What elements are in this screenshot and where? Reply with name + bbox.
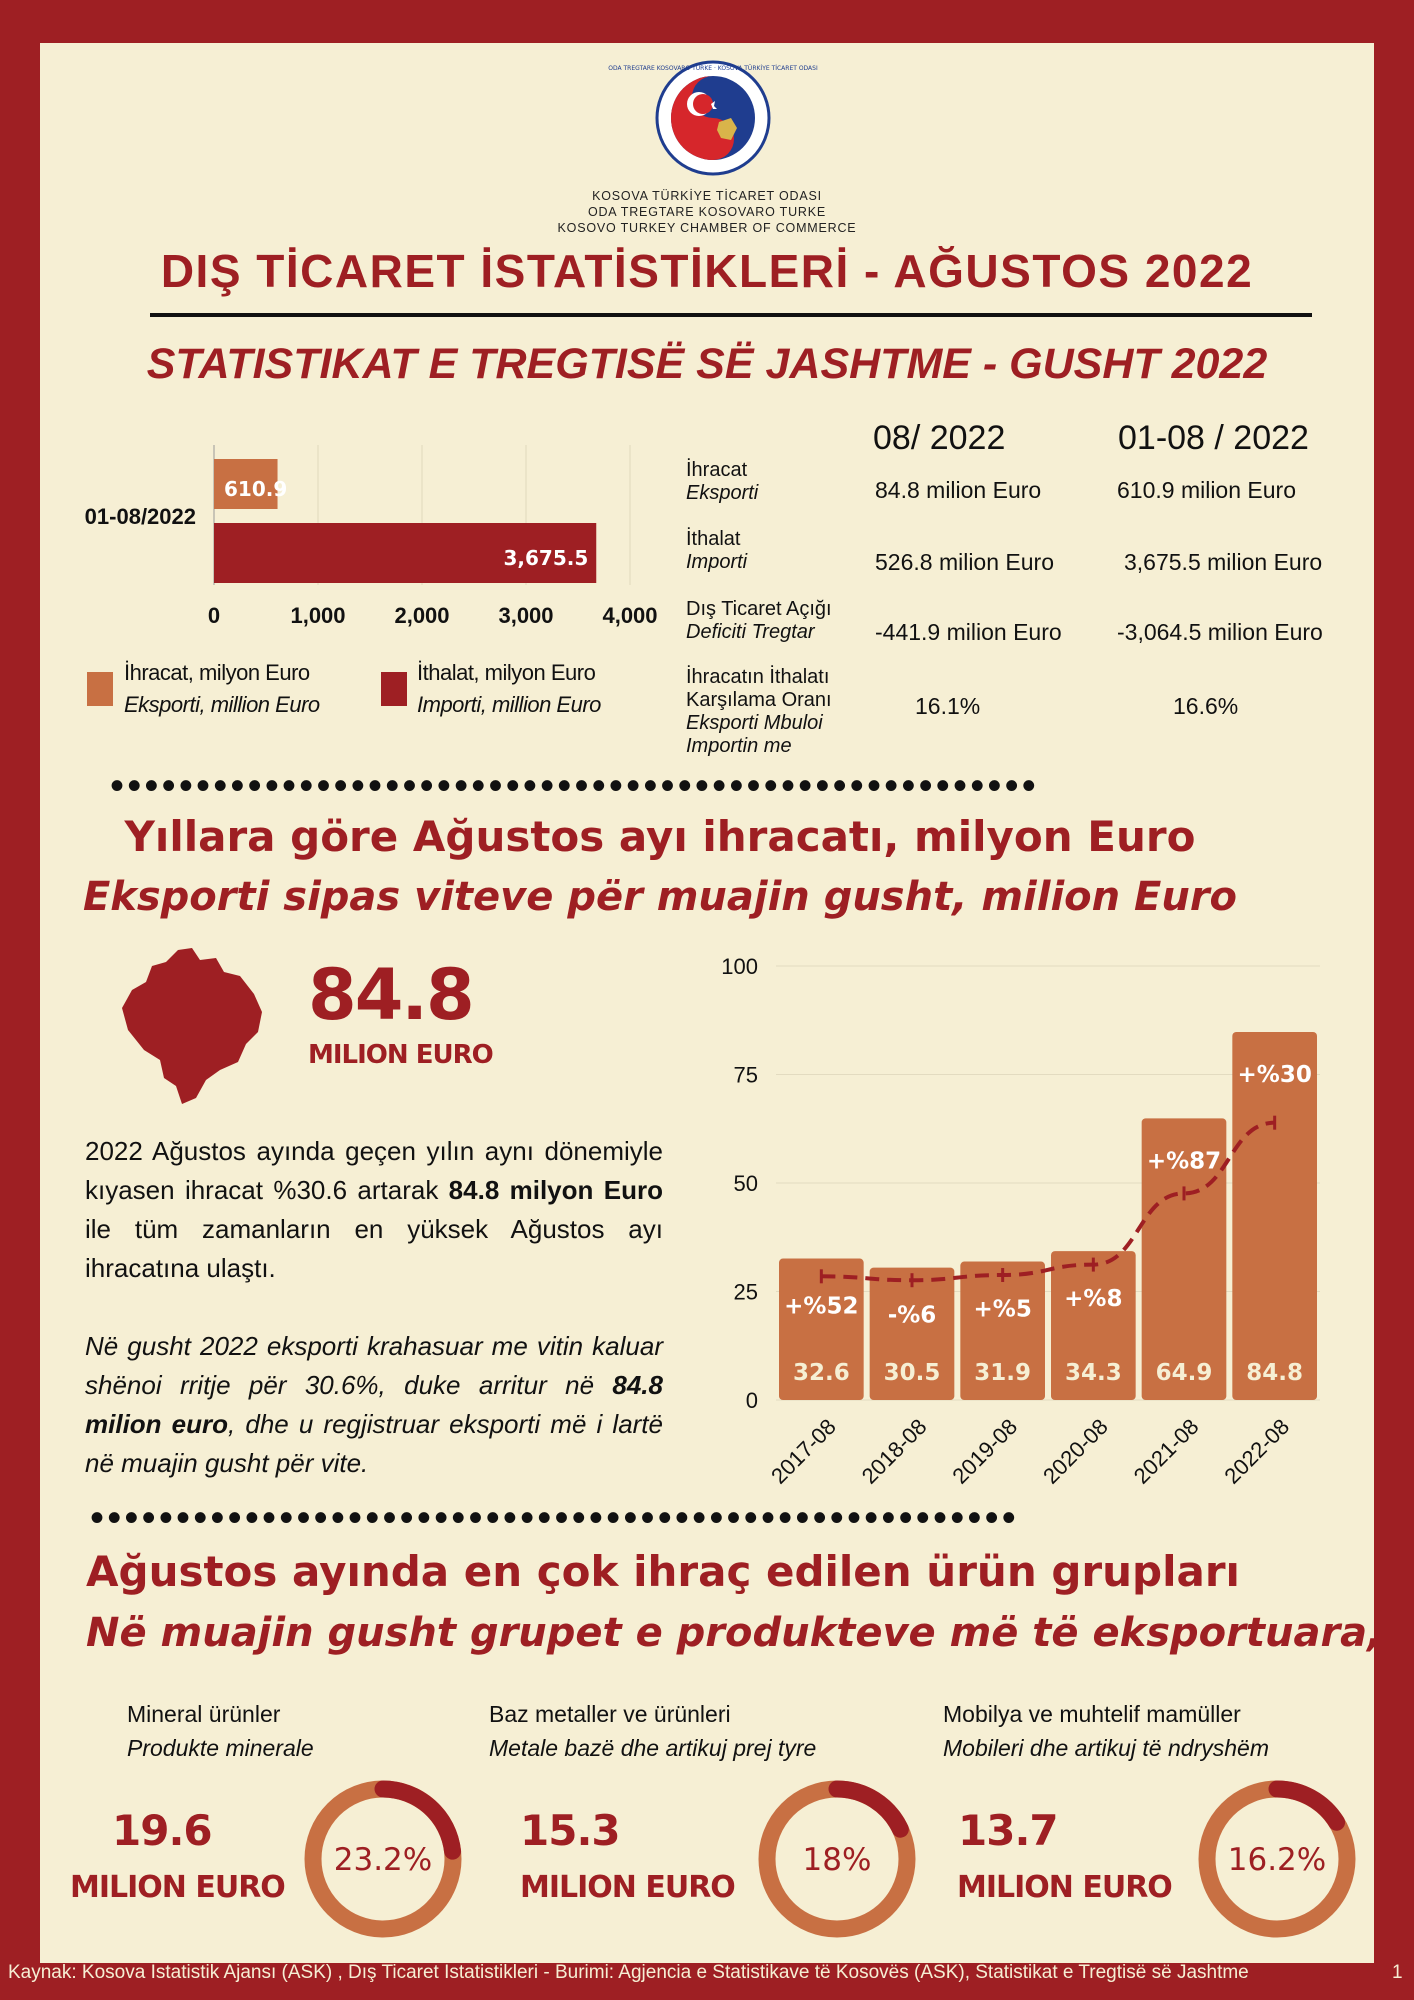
paragraph-tr [85,1132,663,1288]
footer-page-number: 1 [1392,1962,1403,1983]
product-name-sq: Mobileri dhe artikuj të ndryshëm [943,1735,1269,1761]
yearly-value-label: 30.5 [883,1360,941,1386]
yearly-change-label: +%87 [1146,1148,1222,1175]
legend-imports [417,657,601,721]
paragraph-sq-b: 84.8 milion euro [85,1370,663,1439]
yearly-x-tick: 2018-08 [856,1413,932,1489]
paragraph-sq-c: , dhe u regjistruar eksporti më i lartë në muajin gusht për vite. [85,1409,663,1478]
stats-exports-ytd: 610.9 milion Euro [1117,477,1296,503]
paragraph-tr-a: 2022 Ağustos ayında geçen yılın aynı dönemiyle kıyasen ihracat %30.6 artarak [85,1136,663,1205]
stats-col1-header: 08/ 2022 [873,419,1006,457]
product-share-donut [303,1779,463,1939]
product-label [943,1697,1269,1765]
yearly-change-label: +%5 [973,1296,1032,1323]
footer-source: Kaynak: Kosova İstatistik Ajansı (ASK) , Dış Ticaret İstatistikleri - Burimi: Agjencia e Statistikave të Kosovës (ASK), Statistikat e Tregtisë së Jashtme [8,1962,1249,1983]
yearly-value-label: 84.8 [1246,1360,1304,1386]
paragraph-tr-c: ile tüm zamanların en yüksek Ağustos ayı ihracatına ulaştı. [85,1214,663,1283]
stats-coverage-month: 16.1% [915,693,981,719]
legend-swatch-imports [381,672,407,706]
export-big-value: 84.8 [308,954,473,1036]
dotted-divider-1: •••••••••••••••••••••••••••••••••••••••••••••••••••••• [110,764,1040,808]
yearly-value-label: 64.9 [1155,1360,1213,1386]
stats-imports-ytd: 3,675.5 milion Euro [1124,549,1323,575]
summary-x-tick: 4,000 [602,603,658,628]
bar-imports-label: 3,675.5 [503,546,589,570]
product-name-sq: Metale bazë dhe artikuj prej tyre [489,1735,817,1761]
kosovo-map-icon [120,946,270,1106]
yearly-change-label: +%52 [784,1293,859,1320]
legend-swatch-exports [87,672,113,706]
product-name-tr: Mineral ürünler [127,1701,281,1727]
yearly-x-tick: 2022-08 [1219,1413,1295,1489]
summary-x-tick: 0 [207,603,221,628]
donut-share-label: 23.2% [333,1842,433,1878]
summary-x-tick: 2,000 [394,603,450,628]
product-label [127,1697,314,1765]
yearly-change-label: +%8 [1064,1286,1123,1313]
stats-label-sq: Eksporti [686,482,759,504]
summary-bar-chart [50,445,680,645]
stats-row-imports-label [686,528,747,574]
stats-label-sq: Deficiti Tregtar [686,621,815,643]
product-label [489,1697,816,1765]
yearly-y-tick: 50 [733,1171,758,1196]
org-names [407,188,1007,236]
section3-title-sq: Në muajin gusht grupet e produkteve më të eksportuara, [86,1610,1383,1656]
yearly-value-label: 32.6 [792,1360,850,1386]
product-share-donut [1197,1779,1357,1939]
product-value: 19.6 [112,1806,212,1855]
yearly-y-tick: 0 [745,1388,758,1413]
stats-row-deficit-label [686,598,832,644]
yearly-y-tick: 25 [733,1279,758,1305]
yearly-export-chart [700,940,1340,1510]
section3-title-tr: Ağustos ayında en çok ihraç edilen ürün grupları [86,1547,1240,1596]
stats-coverage-ytd: 16.6% [1173,693,1239,719]
chamber-seal-icon [608,58,818,178]
yearly-x-tick: 2021-08 [1128,1413,1204,1489]
yearly-x-tick: 2019-08 [947,1413,1023,1489]
paragraph-sq [85,1327,663,1483]
product-unit: MILION EURO [957,1870,1172,1905]
product-share-donut [757,1779,917,1939]
stats-col2-header: 01-08 / 2022 [1118,419,1309,457]
yearly-x-tick: 2017-08 [766,1413,841,1489]
yearly-y-tick: 75 [733,1062,758,1088]
legend-imports-tr: İthalat, milyon Euro [417,660,596,685]
section2-title-tr: Yıllara göre Ağustos ayı ihracatı, milyon Euro [124,812,1196,861]
yearly-change-label: +%30 [1237,1061,1312,1088]
stats-imports-month: 526.8 milion Euro [875,549,1054,575]
stats-label-sq-2: Importin me [686,735,792,757]
stats-label-tr-1: İhracatın İthalatı [686,666,830,688]
product-value: 15.3 [520,1806,620,1855]
paragraph-sq-a: Në gusht 2022 eksporti krahasuar me vitin kaluar shënoi rritje për 30.6%, duke arritur në [85,1331,663,1400]
seal-text: ODA TREGTARE KOSOVARO TURKE · KOSOVA TÜRKİYE TİCARET ODASI [608,65,818,72]
product-name-tr: Mobilya ve muhtelif mamüller [943,1701,1241,1727]
donut-share-label: 18% [802,1842,872,1878]
product-value: 13.7 [958,1806,1058,1855]
stats-row-exports-label [686,459,758,505]
stats-exports-month: 84.8 milion Euro [875,477,1042,503]
paragraph-tr-b: 84.8 milyon Euro [448,1175,663,1205]
stats-label-sq-1: Eksporti Mbuloi [686,712,823,734]
summary-x-tick: 3,000 [498,603,554,628]
stats-label-tr: Dış Ticaret Açığı [686,598,832,620]
export-big-unit: MILION EURO [308,1040,493,1070]
product-unit: MILION EURO [520,1870,735,1905]
summary-category-label: 01-08/2022 [84,504,196,529]
title-divider [150,313,1312,317]
title-sq: STATISTIKAT E TREGTISË SË JASHTME - GUSHT 2022 [146,340,1268,388]
stats-row-coverage-label [686,666,832,758]
stats-label-tr: İhracat [686,459,748,481]
yearly-value-label: 31.9 [974,1360,1032,1386]
yearly-y-tick: 100 [721,954,758,979]
yearly-change-label: -%6 [887,1302,937,1329]
donut-share-label: 16.2% [1227,1842,1327,1878]
product-name-tr: Baz metaller ve ürünleri [489,1701,731,1727]
stats-label-sq: Importi [686,551,748,573]
summary-x-tick: 1,000 [290,603,346,628]
legend-exports-tr: İhracat, milyon Euro [124,660,310,685]
bar-exports-label: 610.9 [224,477,288,501]
yearly-value-label: 34.3 [1064,1360,1122,1386]
yearly-x-tick: 2020-08 [1038,1413,1113,1489]
legend-exports [124,657,320,721]
legend-exports-sq: Eksporti, million Euro [124,692,320,717]
product-name-sq: Produkte minerale [127,1735,314,1761]
stats-label-tr-2: Karşılama Oranı [686,689,832,711]
stats-deficit-ytd: -3,064.5 milion Euro [1117,619,1323,645]
stats-label-tr: İthalat [686,528,741,550]
org-name-sq: ODA TREGTARE KOSOVARO TURKE [587,205,827,219]
org-name-en: KOSOVO TURKEY CHAMBER OF COMMERCE [557,221,857,235]
legend-imports-sq: Importi, million Euro [417,692,601,717]
stats-deficit-month: -441.9 milion Euro [875,619,1062,645]
section2-title-sq: Eksporti sipas viteve për muajin gusht, milion Euro [82,874,1238,920]
org-name-tr: KOSOVA TÜRKİYE TİCARET ODASI [592,189,822,203]
dotted-divider-2: •••••••••••••••••••••••••••••••••••••••••••••••••••••• [90,1496,1020,1540]
product-unit: MILION EURO [70,1870,285,1905]
title-tr: DIŞ TİCARET İSTATİSTİKLERİ - AĞUSTOS 2022 [160,245,1254,297]
